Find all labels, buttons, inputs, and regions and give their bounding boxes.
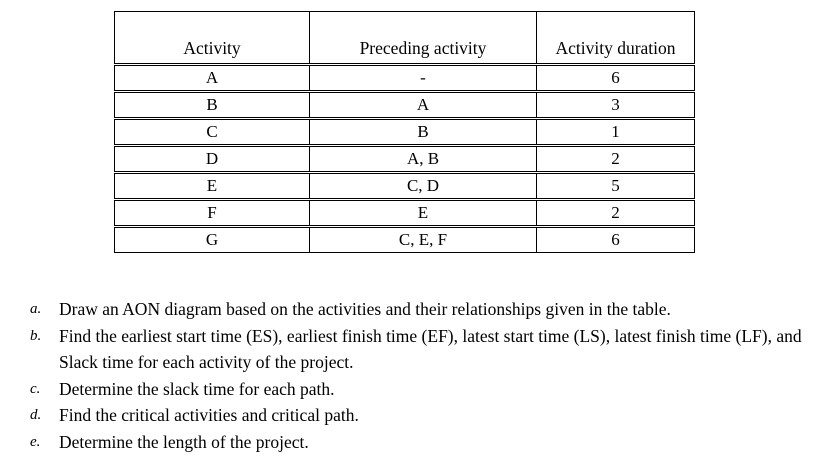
question-item	[30, 402, 810, 429]
question-item	[30, 429, 810, 456]
header-activity-duration: Activity duration	[537, 12, 695, 65]
table-row	[115, 227, 695, 253]
table-row	[115, 146, 695, 173]
cell-preceding: B	[310, 119, 537, 146]
cell-preceding: A, B	[310, 146, 537, 173]
question-list	[30, 296, 810, 455]
cell-activity: B	[115, 92, 310, 119]
table-row	[115, 200, 695, 227]
cell-preceding: E	[310, 200, 537, 227]
table-row	[115, 92, 695, 119]
cell-activity: F	[115, 200, 310, 227]
header-activity: Activity	[115, 12, 310, 65]
table-row	[115, 173, 695, 200]
cell-preceding: -	[310, 65, 537, 92]
question-item	[30, 376, 810, 403]
question-item	[30, 323, 810, 376]
question-text: Determine the length of the project.	[59, 431, 309, 452]
cell-duration: 1	[537, 119, 695, 146]
question-marker: b.	[30, 327, 42, 344]
question-text: Find the earliest start time (ES), earliest finish time (EF), latest start time (LS), latest finish time (LF), and Slack time for each activity of the project.	[59, 325, 802, 372]
cell-duration: 2	[537, 200, 695, 227]
question-marker: c.	[30, 380, 41, 397]
cell-preceding: C, D	[310, 173, 537, 200]
cell-preceding: C, E, F	[310, 227, 537, 253]
question-text: Determine the slack time for each path.	[59, 378, 335, 399]
question-item	[30, 296, 810, 323]
cell-duration: 5	[537, 173, 695, 200]
question-marker: a.	[30, 301, 42, 317]
activity-table	[114, 11, 695, 253]
question-text: Draw an AON diagram based on the activities and their relationships given in the table.	[59, 299, 671, 319]
table-row	[115, 119, 695, 146]
table-row	[115, 65, 695, 92]
cell-duration: 2	[537, 146, 695, 173]
header-preceding-activity: Preceding activity	[310, 12, 537, 65]
cell-activity: C	[115, 119, 310, 146]
cell-duration: 3	[537, 92, 695, 119]
cell-preceding: A	[310, 92, 537, 119]
question-marker: e.	[30, 433, 41, 450]
cell-duration: 6	[537, 65, 695, 92]
table-header-row	[115, 12, 695, 65]
cell-duration: 6	[537, 227, 695, 253]
question-text: Find the critical activities and critical path.	[59, 405, 359, 425]
cell-activity: D	[115, 146, 310, 173]
cell-activity: E	[115, 173, 310, 200]
question-marker: d.	[30, 407, 42, 423]
cell-activity: A	[115, 65, 310, 92]
cell-activity: G	[115, 227, 310, 253]
